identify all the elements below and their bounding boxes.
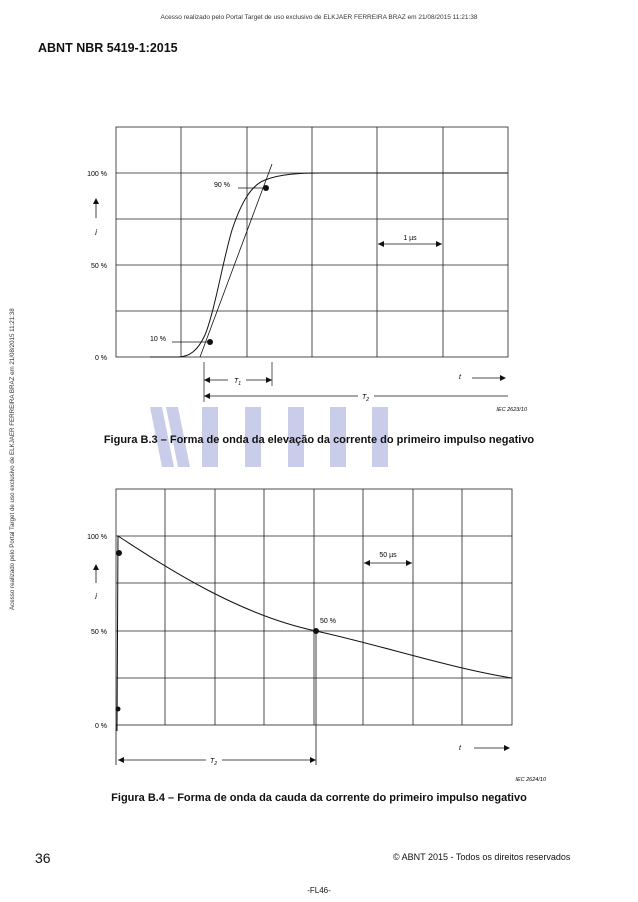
- sheet-number: -FL46-: [307, 886, 331, 895]
- b4-x-axis-label: t: [459, 745, 461, 752]
- b4-point-10: [116, 707, 121, 712]
- b3-label-90: 90 %: [214, 182, 230, 189]
- b4-ytick-100: 100 %: [87, 534, 107, 541]
- b4-y-arrow: [93, 564, 99, 583]
- document-title: ABNT NBR 5419-1:2015: [38, 41, 178, 55]
- b4-scale-label: 50 µs: [379, 552, 397, 559]
- b4-ytick-0: 0 %: [94, 723, 107, 730]
- b4-ytick-50: 50 %: [91, 629, 107, 636]
- b4-y-axis-label: i: [95, 592, 97, 601]
- b3-t1-label: $T_1$: [234, 378, 242, 387]
- b3-ytick-50: 50 %: [91, 263, 107, 270]
- b4-point-50: [313, 628, 319, 634]
- access-notice: Acesso realizado pelo Portal Target de uso exclusivo de ELKJAER FERREIRA BRAZ em 21/08/2015 11:21:38: [160, 14, 478, 21]
- b3-ytick-0: 0 %: [94, 355, 107, 362]
- b4-point-90: [116, 550, 122, 556]
- b4-x-arrow: [474, 745, 510, 751]
- page-number: 36: [35, 850, 51, 866]
- b4-label-50: 50 %: [320, 618, 336, 625]
- b3-t2-label: $T_2$: [362, 394, 370, 403]
- figure-b3-caption: Figura B.3 – Forma de onda da elevação da corrente do primeiro impulso negativo: [103, 434, 535, 446]
- b4-t2-label: $T_2$: [210, 758, 218, 767]
- b3-iec-ref: IEC 2623/10: [496, 407, 527, 413]
- copyright-notice: © ABNT 2015 - Todos os direitos reservados: [393, 852, 571, 862]
- b3-ytick-100: 100 %: [87, 171, 107, 178]
- b3-label-10: 10 %: [150, 336, 166, 343]
- figure-b4-caption: Figura B.4 – Forma de onda da cauda da corrente do primeiro impulso negativo: [111, 792, 527, 804]
- b4-iec-ref: IEC 2624/10: [515, 777, 546, 783]
- b3-y-axis-label: i: [95, 228, 97, 237]
- side-access-notice: Acesso realizado pelo Portal Target de uso exclusivo de ELKJAER FERREIRA BRAZ em 21/08/2015 11:21:38: [9, 308, 16, 610]
- b3-scale-label: 1 µs: [403, 235, 417, 242]
- b3-x-axis-label: t: [459, 374, 461, 381]
- b4-scale-bar: [364, 560, 412, 566]
